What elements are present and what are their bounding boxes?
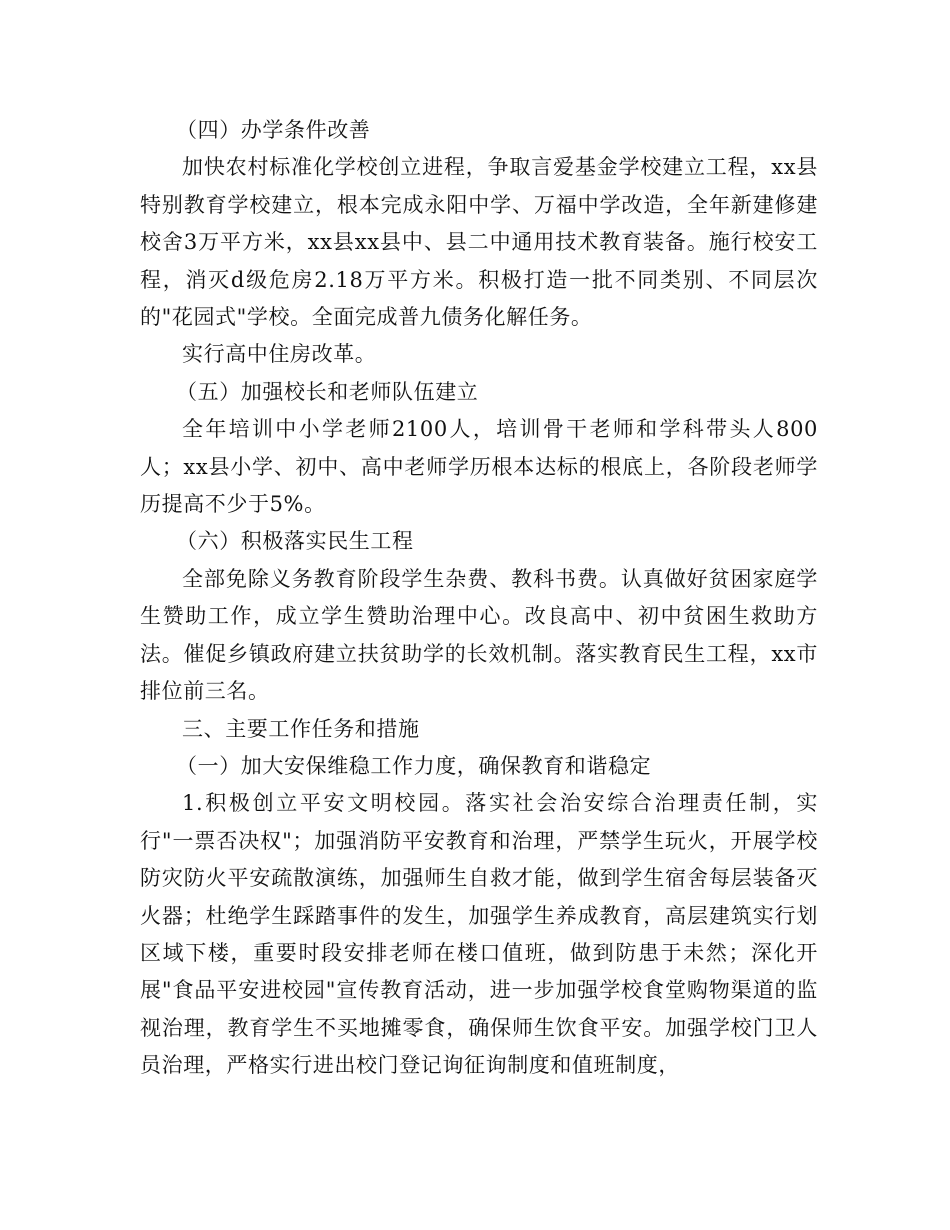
section-heading-livelihood: （六）积极落实民生工程 [176, 529, 414, 554]
section-heading-main-tasks: 三、主要工作任务和措施 [182, 716, 420, 741]
paragraph-housing-reform: 实行高中住房改革。 [182, 342, 377, 367]
paragraph-teacher-training: 全年培训中小学老师2100人，培训骨干老师和学科带头人800人；xx县小学、初中、高中老师学历根本达标的根底上，各阶段老师学历提高不少于5%。 [140, 417, 818, 517]
section-heading-security: （一）加大安保维稳工作力度，确保教育和谐稳定 [176, 753, 652, 778]
paragraph-school-construction: 加快农村标准化学校创立进程，争取言爱基金学校建立工程，xx县特别教育学校建立，根本完成永阳中学、万福中学改造，全年新建修建校舍3万平方米，xx县xx县中、县二中通用技术教育装备。施行校安工程，消灭d级危房2.18万平方米。积极打造一批不同类别、不同层次的"花园式"学校。全面完成普九债务化解任务。 [140, 155, 818, 330]
section-heading-teacher-team: （五）加强校长和老师队伍建立 [176, 379, 479, 404]
section-heading-school-conditions: （四）办学条件改善 [176, 118, 371, 142]
paragraph-livelihood-projects: 全部免除义务教育阶段学生杂费、教科书费。认真做好贫困家庭学生赞助工作，成立学生赞助治理中心。改良高中、初中贫困生救助方法。催促乡镇政府建立扶贫助学的长效机制。落实教育民生工程，xx市排位前三名。 [140, 566, 818, 704]
document-body [140, 112, 818, 1085]
paragraph-safe-campus: 1.积极创立平安文明校园。落实社会治安综合治理责任制，实行"一票否决权"；加强消防平安教育和治理，严禁学生玩火，开展学校防灾防火平安疏散演练，加强师生自救才能，做到学生宿舍每层装备灭火器；杜绝学生踩踏事件的发生，加强学生养成教育，高层建筑实行划区域下楼，重要时段安排老师在楼口值班，做到防患于未然；深化开展"食品平安进校园"宣传教育活动，进一步加强学校食堂购物渠道的监视治理，教育学生不买地摊零食，确保师生饮食平安。加强学校门卫人员治理，严格实行进出校门登记询征询制度和值班制度， [140, 791, 818, 1078]
